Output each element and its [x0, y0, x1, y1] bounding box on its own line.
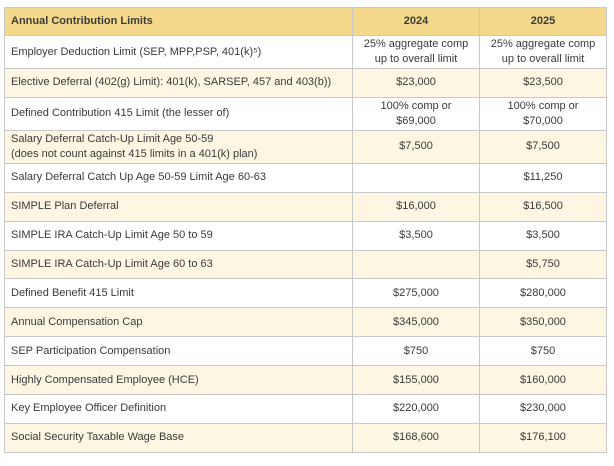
- value-2024: $3,500: [353, 221, 480, 250]
- row-label: SIMPLE IRA Catch-Up Limit Age 50 to 59: [5, 221, 353, 250]
- value-2024: $345,000: [353, 308, 480, 337]
- table-row: [5, 36, 607, 69]
- table-row: [5, 192, 607, 221]
- table-row: [5, 250, 607, 279]
- contribution-limits-table: [4, 7, 607, 453]
- table-header-row: [5, 8, 607, 36]
- table-row: [5, 395, 607, 424]
- row-label: SEP Participation Compensation: [5, 337, 353, 366]
- row-label: SIMPLE Plan Deferral: [5, 192, 353, 221]
- value-2024: 100% comp or $69,000: [353, 97, 480, 130]
- table-row: [5, 337, 607, 366]
- value-2024: $220,000: [353, 395, 480, 424]
- value-2025: $160,000: [480, 366, 607, 395]
- row-label: Defined Contribution 415 Limit (the lesser of): [5, 97, 353, 130]
- value-2024: $16,000: [353, 192, 480, 221]
- value-2025: $7,500: [480, 130, 607, 163]
- table-row: [5, 69, 607, 98]
- value-2024: $155,000: [353, 366, 480, 395]
- value-2024: [353, 163, 480, 192]
- value-2025: 100% comp or $70,000: [480, 97, 607, 130]
- value-2025: $280,000: [480, 279, 607, 308]
- row-label: Elective Deferral (402(g) Limit): 401(k), SARSEP, 457 and 403(b)): [5, 69, 353, 98]
- row-label: Salary Deferral Catch Up Age 50-59 Limit Age 60-63: [5, 163, 353, 192]
- row-label: Annual Compensation Cap: [5, 308, 353, 337]
- header-2025: 2025: [480, 8, 607, 36]
- table-row: [5, 130, 607, 163]
- value-2024: $750: [353, 337, 480, 366]
- value-2025: $176,100: [480, 423, 607, 452]
- value-2024: $168,600: [353, 423, 480, 452]
- row-label: SIMPLE IRA Catch-Up Limit Age 60 to 63: [5, 250, 353, 279]
- row-label: Salary Deferral Catch-Up Limit Age 50-59 (does not count against 415 limits in a 401(k) plan): [5, 130, 353, 163]
- value-2025: $750: [480, 337, 607, 366]
- value-2025: 25% aggregate comp up to overall limit: [480, 36, 607, 69]
- table-row: [5, 308, 607, 337]
- header-title: Annual Contribution Limits: [5, 8, 353, 36]
- row-label: Highly Compensated Employee (HCE): [5, 366, 353, 395]
- value-2024: $275,000: [353, 279, 480, 308]
- contribution-limits-table-container: [4, 7, 607, 453]
- value-2025: $350,000: [480, 308, 607, 337]
- row-label: Employer Deduction Limit (SEP, MPP,PSP, 401(k)⁵): [5, 36, 353, 69]
- table-row: [5, 279, 607, 308]
- value-2025: $11,250: [480, 163, 607, 192]
- value-2025: $5,750: [480, 250, 607, 279]
- value-2024: $23,000: [353, 69, 480, 98]
- value-2025: $23,500: [480, 69, 607, 98]
- value-2024: [353, 250, 480, 279]
- value-2024: $7,500: [353, 130, 480, 163]
- table-row: [5, 221, 607, 250]
- table-row: [5, 163, 607, 192]
- value-2025: $230,000: [480, 395, 607, 424]
- header-2024: 2024: [353, 8, 480, 36]
- row-label: Key Employee Officer Definition: [5, 395, 353, 424]
- table-row: [5, 366, 607, 395]
- row-label: Defined Benefit 415 Limit: [5, 279, 353, 308]
- table-row: [5, 97, 607, 130]
- value-2024: 25% aggregate comp up to overall limit: [353, 36, 480, 69]
- value-2025: $3,500: [480, 221, 607, 250]
- row-label: Social Security Taxable Wage Base: [5, 423, 353, 452]
- value-2025: $16,500: [480, 192, 607, 221]
- table-row: [5, 423, 607, 452]
